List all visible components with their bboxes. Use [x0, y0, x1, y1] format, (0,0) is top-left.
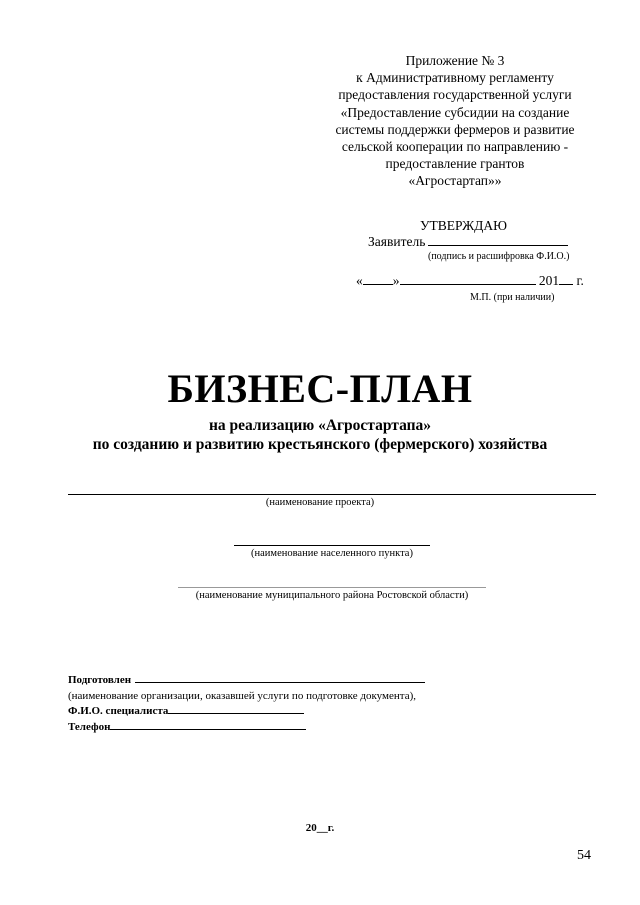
appendix-line: к Административному регламенту [356, 70, 554, 86]
prepared-field[interactable] [135, 673, 425, 683]
appendix-line: предоставление грантов [385, 156, 525, 172]
district-name-hint: (наименование муниципального района Ростовской области) [195, 590, 469, 601]
date-year-field[interactable] [559, 273, 573, 285]
appendix-line: Приложение № 3 [405, 53, 505, 68]
appendix-line: системы поддержки фермеров и развитие [335, 121, 575, 137]
document-subtitle-2: по созданию и развитию крестьянского (фермерского) хозяйства [92, 436, 548, 453]
district-name-field[interactable] [178, 587, 486, 588]
specialist-label: Ф.И.О. специалиста [68, 705, 169, 717]
appendix-line: «Агростартап»» [408, 173, 502, 189]
document-year: 20__г. [305, 822, 335, 834]
town-name-hint: (наименование населенного пункта) [251, 548, 413, 559]
project-name-hint: (наименование проекта) [265, 497, 375, 508]
date-day-field[interactable] [363, 273, 393, 285]
specialist-field[interactable] [168, 704, 304, 714]
phone-label: Телефон [68, 720, 111, 733]
date-month-field[interactable] [400, 273, 536, 285]
document-title: БИЗНЕС-ПЛАН [167, 366, 473, 411]
prepared-row [68, 673, 425, 689]
page-number: 54 [577, 848, 591, 863]
approval-date-line [356, 273, 584, 289]
phone-field[interactable] [110, 720, 306, 730]
applicant-signature-line [368, 234, 568, 250]
appendix-line: предоставления государственной услуги [338, 87, 572, 103]
date-close-quote: » [392, 273, 400, 288]
signature-hint: (подпись и расшифровка Ф.И.О.) [428, 251, 570, 262]
date-year-prefix: 201 [538, 273, 560, 288]
phone-row [68, 720, 425, 736]
project-name-field[interactable] [68, 494, 596, 495]
stamp-hint: М.П. (при наличии) [470, 292, 555, 303]
document-subtitle-1: на реализацию «Агростартапа» [208, 417, 432, 434]
date-open-quote: « [356, 273, 363, 288]
approval-title: УТВЕРЖДАЮ [420, 218, 508, 233]
prepared-label: Подготовлен [68, 674, 132, 686]
prepared-by-block [68, 673, 425, 735]
appendix-header [310, 52, 600, 190]
applicant-label: Заявитель [368, 234, 426, 249]
specialist-row [68, 704, 425, 720]
org-hint: (наименование организации, оказавшей услуги по подготовке документа), [68, 689, 416, 702]
signature-field[interactable] [428, 234, 568, 246]
appendix-line: «Предоставление субсидии на создание [340, 104, 570, 120]
town-name-field[interactable] [234, 545, 430, 546]
appendix-line: сельской кооперации по направлению - [341, 139, 569, 155]
date-year-suffix: г. [576, 273, 584, 288]
